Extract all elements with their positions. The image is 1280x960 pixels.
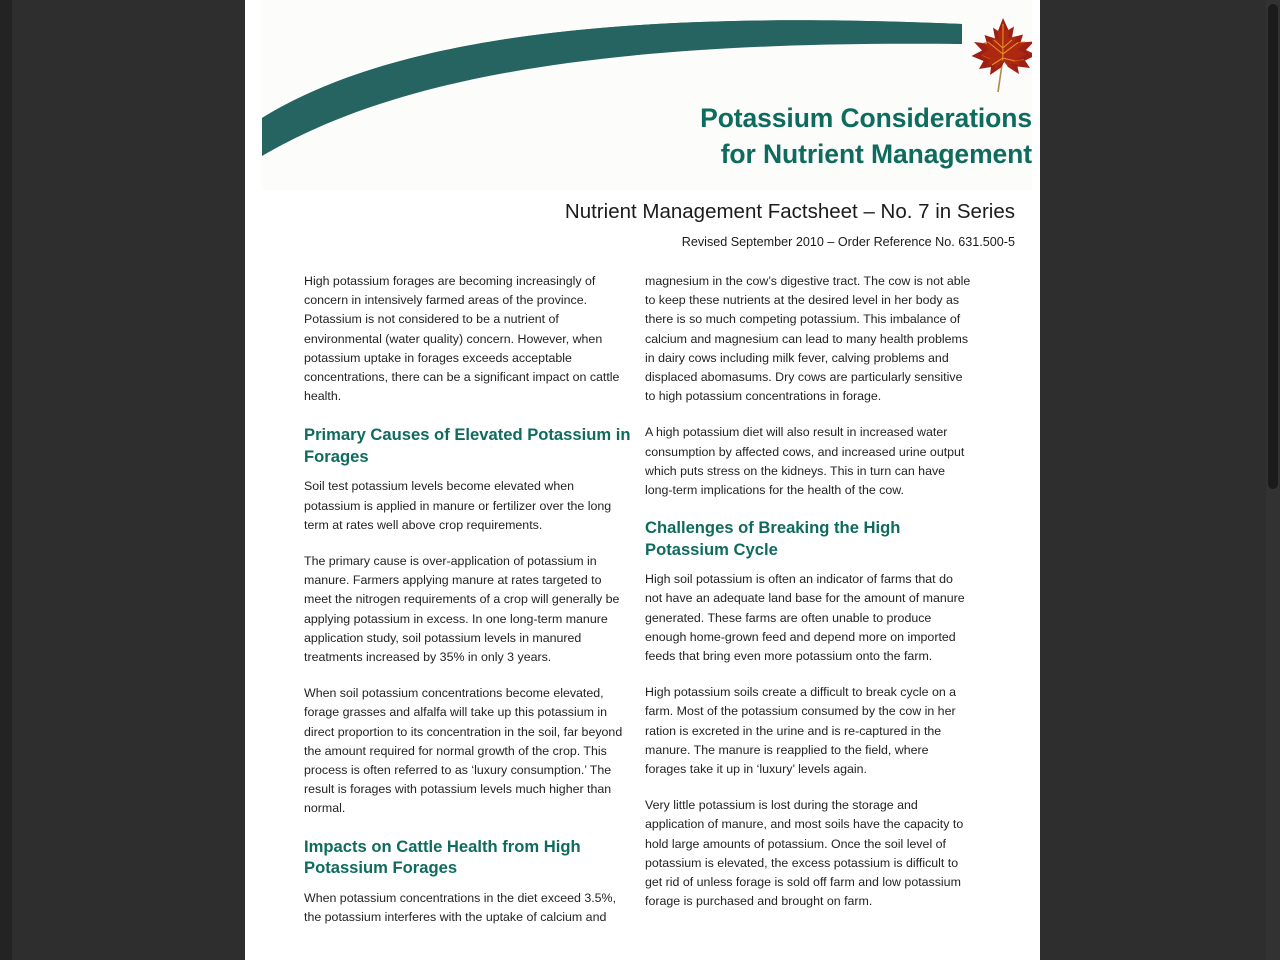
body-column-left <box>304 272 632 927</box>
viewer-left-gutter <box>0 0 12 960</box>
paragraph-digestive-tract: magnesium in the cow’s digestive tract. The cow is not able to keep these nutrients at the desired level in her body as there is so much competing potassium. This imbalance of calcium and magnesium can lead to many health problems in dairy cows including milk fever, calving problems and displaced abomasums. Dry cows are particularly sensitive to high potassium concentrations in forage. <box>645 274 971 404</box>
page-title <box>279 100 1032 172</box>
paragraph-soil-test-levels: Soil test potassium levels become elevated when potassium is applied in manure or fertilizer over the long term at rates well above crop requirements. <box>304 479 612 532</box>
title-line-2: for Nutrient Management <box>720 139 1032 169</box>
body-column-right <box>645 272 973 911</box>
document-page <box>245 0 1040 960</box>
section-heading-breaking-cycle: Challenges of Breaking the High Potassium Cycle <box>645 518 901 559</box>
paragraph-intro: High potassium forages are becoming increasingly of concern in intensively farmed areas of the province. Potassium is not considered to be a nutrient of environmental (water quality) concern. However, when potassium uptake in forages exceeds acceptable concentrations, there can be a significant impact on cattle health. <box>304 274 620 404</box>
paragraph-difficult-cycle: High potassium soils create a difficult to break cycle on a farm. Most of the potassium consumed by the cow in her ration is excreted in the urine and is re-captured in the manure. The manure is reapplied to the field, where forages take it up in ‘luxury’ levels again. <box>645 685 957 777</box>
paragraph-soil-capacity: Very little potassium is lost during the storage and application of manure, and most soils have the capacity to hold large amounts of potassium. Once the soil level of potassium is elevated, the excess potassium is difficult to get rid of unless forage is sold off farm and low potassium forage is purchased and brought on farm. <box>645 798 964 909</box>
vertical-scrollbar[interactable] <box>1266 0 1280 960</box>
revision-order-reference: Revised September 2010 – Order Reference No. 631.500-5 <box>681 235 1015 249</box>
body-columns <box>245 272 1040 960</box>
paragraph-land-base: High soil potassium is often an indicator of farms that do not have an adequate land base for the amount of manure generated. These farms are often unable to produce enough home-grown feed and depend more on imported feeds that bring even more potassium onto the farm. <box>645 572 965 664</box>
paragraph-over-application: The primary cause is over-application of potassium in manure. Farmers applying manure at rates targeted to meet the nitrogen requirements of a crop will generally be applying potassium in excess. In one long-term manure application study, soil potassium levels in manured treatments increased by 35% in only 3 years. <box>304 554 620 665</box>
title-line-1: Potassium Considerations <box>700 103 1032 133</box>
paragraph-diet-threshold: When potassium concentrations in the diet exceed 3.5%, the potassium interferes with the uptake of calcium and <box>304 890 617 924</box>
factsheet-subtitle: Nutrient Management Factsheet – No. 7 in Series <box>564 200 1015 223</box>
section-heading-cattle-health: Impacts on Cattle Health from High Potassium Forages <box>304 836 581 878</box>
paragraph-luxury-consumption: When soil potassium concentrations become elevated, forage grasses and alfalfa will take up this potassium in direct proportion to its concentration in the soil, far beyond the amount required for normal growth of the crop. This process is often referred to as ‘luxury consumption.’ The result is forages with potassium levels much higher than normal. <box>304 686 623 816</box>
masthead-banner <box>262 0 1032 190</box>
scrollbar-thumb[interactable] <box>1268 4 1278 489</box>
section-heading-primary-causes: Primary Causes of Elevated Potassium in Forages <box>304 425 631 466</box>
paragraph-water-consumption: A high potassium diet will also result in increased water consumption by affected cows, and increased urine output which puts stress on the kidneys. This in turn can have long-term implications for the health of the cow. <box>645 425 965 498</box>
maple-leaf-icon <box>968 14 1032 96</box>
